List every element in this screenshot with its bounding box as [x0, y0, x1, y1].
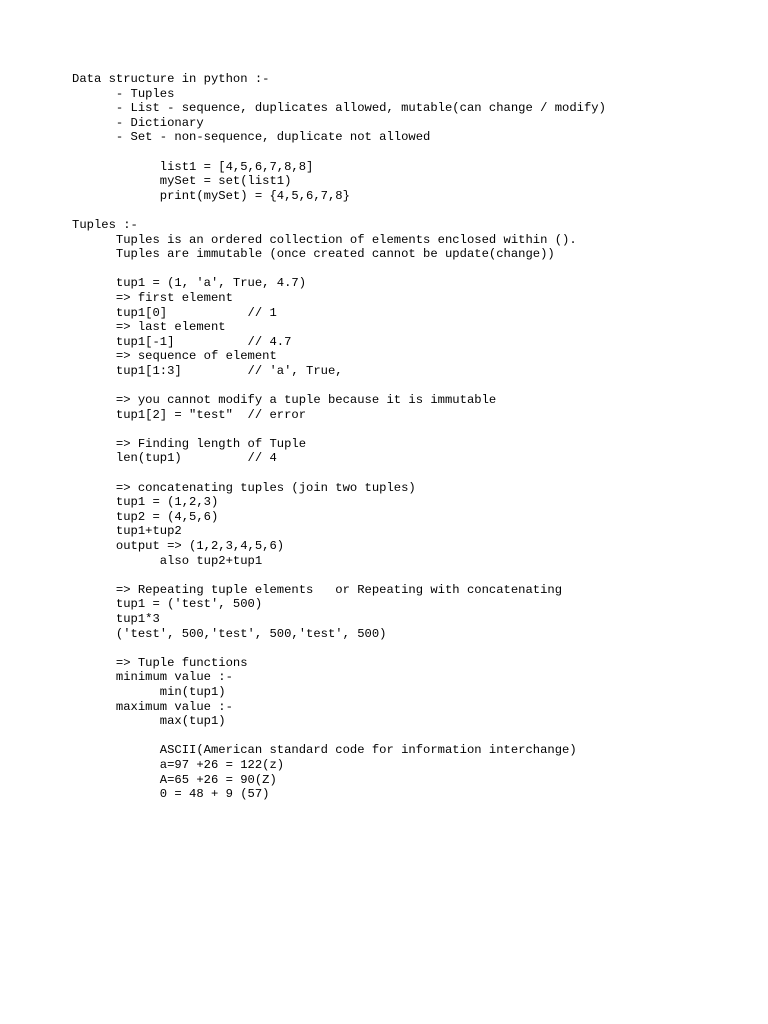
text-line: min(tup1): [72, 684, 226, 699]
blank-line: [72, 378, 606, 393]
text-line: => Repeating tuple elements or Repeating with concatenating: [72, 582, 563, 597]
text-line: tup2 = (4,5,6): [72, 509, 219, 524]
text-line: A=65 +26 = 90(Z): [72, 772, 277, 787]
text-line: tup1+tup2: [72, 524, 182, 539]
text-line: tup1 = (1,2,3): [72, 495, 219, 510]
text-line: - List - sequence, duplicates allowed, mutable(can change / modify): [72, 101, 606, 116]
text-line: tup1[2] = "test" // error: [72, 407, 307, 422]
text-line: tup1 = ('test', 500): [72, 597, 263, 612]
text-line: also tup2+tup1: [72, 553, 263, 568]
text-line: mySet = set(list1): [72, 174, 292, 189]
text-line: - Dictionary: [72, 115, 204, 130]
text-line: len(tup1) // 4: [72, 451, 277, 466]
text-line: - Tuples: [72, 86, 175, 101]
text-line: => sequence of element: [72, 349, 277, 364]
blank-line: [72, 568, 606, 583]
text-line: minimum value :-: [72, 670, 233, 685]
text-line: => Finding length of Tuple: [72, 436, 307, 451]
text-line: => last element: [72, 320, 226, 335]
text-line: => first element: [72, 290, 233, 305]
text-line: print(mySet) = {4,5,6,7,8}: [72, 188, 350, 203]
text-line: tup1*3: [72, 611, 160, 626]
text-line: Tuples is an ordered collection of elements enclosed within ().: [72, 232, 577, 247]
text-line: ('test', 500,'test', 500,'test', 500): [72, 626, 387, 641]
text-line: Data structure in python :-: [72, 72, 270, 86]
blank-line: [72, 145, 606, 160]
text-line: output => (1,2,3,4,5,6): [72, 539, 285, 553]
blank-line: [72, 466, 606, 481]
text-line: tup1 = (1, 'a', True, 4.7): [72, 276, 307, 291]
text-line: => Tuple functions: [72, 655, 248, 670]
text-line: => concatenating tuples (join two tuples): [72, 480, 416, 495]
text-line: => you cannot modify a tuple because it is immutable: [72, 393, 497, 408]
blank-line: [72, 641, 606, 656]
text-line: a=97 +26 = 122(z): [72, 757, 285, 772]
text-line: Tuples are immutable (once created cannot be update(change)): [72, 247, 555, 262]
blank-line: [72, 203, 606, 218]
text-line: tup1[-1] // 4.7: [72, 334, 292, 349]
text-line: - Set - non-sequence, duplicate not allowed: [72, 130, 431, 145]
text-line: ASCII(American standard code for information interchange): [72, 743, 577, 758]
text-line: tup1[0] // 1: [72, 305, 277, 320]
text-line: 0 = 48 + 9 (57): [72, 787, 270, 802]
blank-line: [72, 729, 606, 744]
text-line: list1 = [4,5,6,7,8,8]: [72, 159, 314, 174]
blank-line: [72, 422, 606, 437]
document-body: [72, 72, 606, 802]
text-line: maximum value :-: [72, 699, 233, 714]
text-line: max(tup1): [72, 714, 226, 729]
text-line: Tuples :-: [72, 217, 138, 232]
blank-line: [72, 262, 606, 277]
text-line: tup1[1:3] // 'a', True,: [72, 363, 343, 378]
